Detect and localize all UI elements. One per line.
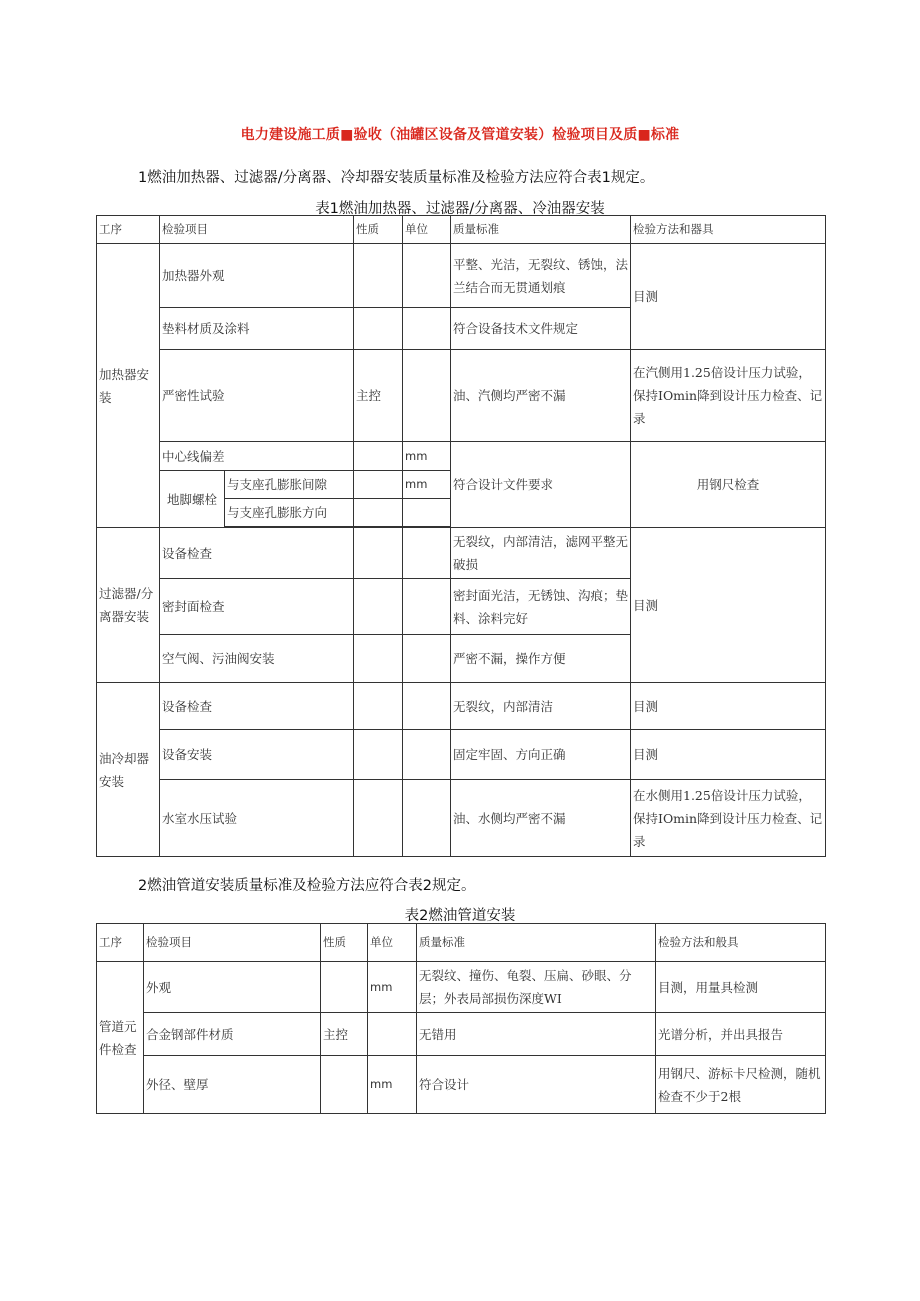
unit-cell <box>403 780 451 857</box>
item-cell: 设备检查 <box>160 528 354 579</box>
item-cell: 水室水压试验 <box>160 780 354 857</box>
table-1 <box>96 215 826 857</box>
unit-cell <box>403 528 451 579</box>
unit-cell: mm <box>403 442 451 471</box>
unit-cell <box>403 499 451 527</box>
process-heater: 加热器安装 <box>97 244 160 528</box>
nature-cell <box>354 635 403 683</box>
standard-cell: 油、汽侧均严密不漏 <box>451 350 631 442</box>
unit-cell <box>403 635 451 683</box>
unit-cell <box>403 350 451 442</box>
unit-cell: mm <box>368 1056 417 1114</box>
method-cell: 目测 <box>631 683 826 730</box>
item-cell: 垫料材质及涂料 <box>160 308 354 350</box>
nature-cell: 主控 <box>321 1013 368 1056</box>
standard-cell: 无裂纹、撞伤、龟裂、压扁、砂眼、分层；外表局部损伤深度WI <box>417 962 656 1013</box>
standard-cell: 无错用 <box>417 1013 656 1056</box>
header-standard: 质量标准 <box>417 924 656 962</box>
process-cooler: 油冷却器安装 <box>97 683 160 857</box>
item-cell: 严密性试验 <box>160 350 354 442</box>
standard-cell: 油、水侧均严密不漏 <box>451 780 631 857</box>
unit-cell <box>403 244 451 308</box>
method-cell: 目测，用量具检测 <box>656 962 826 1013</box>
nature-cell <box>354 579 403 635</box>
method-cell: 用钢尺、游标卡尺检测，随机检查不少于2根 <box>656 1056 826 1114</box>
item-cell: 合金钢部件材质 <box>144 1013 321 1056</box>
standard-cell: 无裂纹，内部清洁，滤网平整无破损 <box>451 528 631 579</box>
method-cell: 在汽侧用1.25倍设计压力试验，保持IOmin降到设计压力检查、记录 <box>631 350 826 442</box>
method-cell: 目测 <box>631 730 826 780</box>
item-cell: 设备检查 <box>160 683 354 730</box>
nature-cell <box>354 471 403 499</box>
item-cell: 中心线偏差 <box>160 442 354 471</box>
header-unit: 单位 <box>403 216 451 244</box>
nature-cell <box>354 528 403 579</box>
header-item: 检验项目 <box>144 924 321 962</box>
paragraph-2: 2燃油管道安装质量标准及检验方法应符合表2规定。 <box>138 878 476 894</box>
process-filter: 过滤器/分离器安装 <box>97 528 160 683</box>
standard-cell: 符合设备技术文件规定 <box>451 308 631 350</box>
unit-cell <box>403 308 451 350</box>
document-title: 电力建设施工质■验收（油罐区设备及管道安装）检验项目及质■标准 <box>240 127 680 143</box>
nature-cell <box>354 730 403 780</box>
table2-caption: 表2燃油管道安装 <box>404 908 516 924</box>
method-cell: 目测 <box>631 528 826 683</box>
unit-cell <box>403 579 451 635</box>
unit-cell <box>368 1013 417 1056</box>
unit-cell: mm <box>368 962 417 1013</box>
nature-cell <box>354 499 403 527</box>
nature-cell <box>354 442 403 471</box>
table-2 <box>96 923 826 1114</box>
standard-cell: 固定牢固、方向正确 <box>451 730 631 780</box>
header-unit: 单位 <box>368 924 417 962</box>
nature-cell <box>354 308 403 350</box>
unit-cell: mm <box>403 471 451 499</box>
nature-cell <box>354 244 403 308</box>
item-cell: 与支座孔膨胀方向 <box>225 499 354 527</box>
nature-cell <box>354 683 403 730</box>
header-nature: 性质 <box>354 216 403 244</box>
standard-cell: 无裂纹，内部清洁 <box>451 683 631 730</box>
header-process: 工序 <box>97 924 144 962</box>
nature-cell <box>354 780 403 857</box>
method-cell: 光谱分析，并出具报告 <box>656 1013 826 1056</box>
anchor-bolt-label: 地脚螺栓 <box>160 471 225 528</box>
method-cell: 目测 <box>631 244 826 350</box>
header-method: 检验方法和般具 <box>656 924 826 962</box>
standard-cell: 符合设计文件要求 <box>451 442 631 528</box>
process-pipe-element: 管道元件检查 <box>97 962 144 1114</box>
item-cell: 外观 <box>144 962 321 1013</box>
method-cell: 用钢尺检查 <box>631 442 826 528</box>
standard-cell: 平整、光洁，无裂纹、锈蚀，法兰结合而无贯通划痕 <box>451 244 631 308</box>
header-method: 检验方法和器具 <box>631 216 826 244</box>
nature-cell: 主控 <box>354 350 403 442</box>
unit-cell <box>403 730 451 780</box>
header-standard: 质量标准 <box>451 216 631 244</box>
unit-cell <box>403 683 451 730</box>
item-cell: 加热器外观 <box>160 244 354 308</box>
standard-cell: 密封面光洁，无锈蚀、沟痕；垫料、涂料完好 <box>451 579 631 635</box>
item-cell: 设备安装 <box>160 730 354 780</box>
header-nature: 性质 <box>321 924 368 962</box>
standard-cell: 符合设计 <box>417 1056 656 1114</box>
paragraph-1: 1燃油加热器、过滤器/分离器、冷却器安装质量标准及检验方法应符合表1规定。 <box>138 170 655 186</box>
item-cell: 空气阀、污油阀安装 <box>160 635 354 683</box>
table1-caption: 表1燃油加热器、过滤器/分离器、冷油器安装 <box>315 201 605 217</box>
item-cell: 密封面检查 <box>160 579 354 635</box>
item-cell: 外径、壁厚 <box>144 1056 321 1114</box>
nature-cell <box>321 1056 368 1114</box>
method-cell: 在水侧用1.25倍设计压力试验，保持IOmin降到设计压力检查、记录 <box>631 780 826 857</box>
nature-cell <box>321 962 368 1013</box>
standard-cell: 严密不漏，操作方便 <box>451 635 631 683</box>
header-item: 检验项目 <box>160 216 354 244</box>
item-cell: 与支座孔膨胀间隙 <box>225 471 354 499</box>
header-process: 工序 <box>97 216 160 244</box>
